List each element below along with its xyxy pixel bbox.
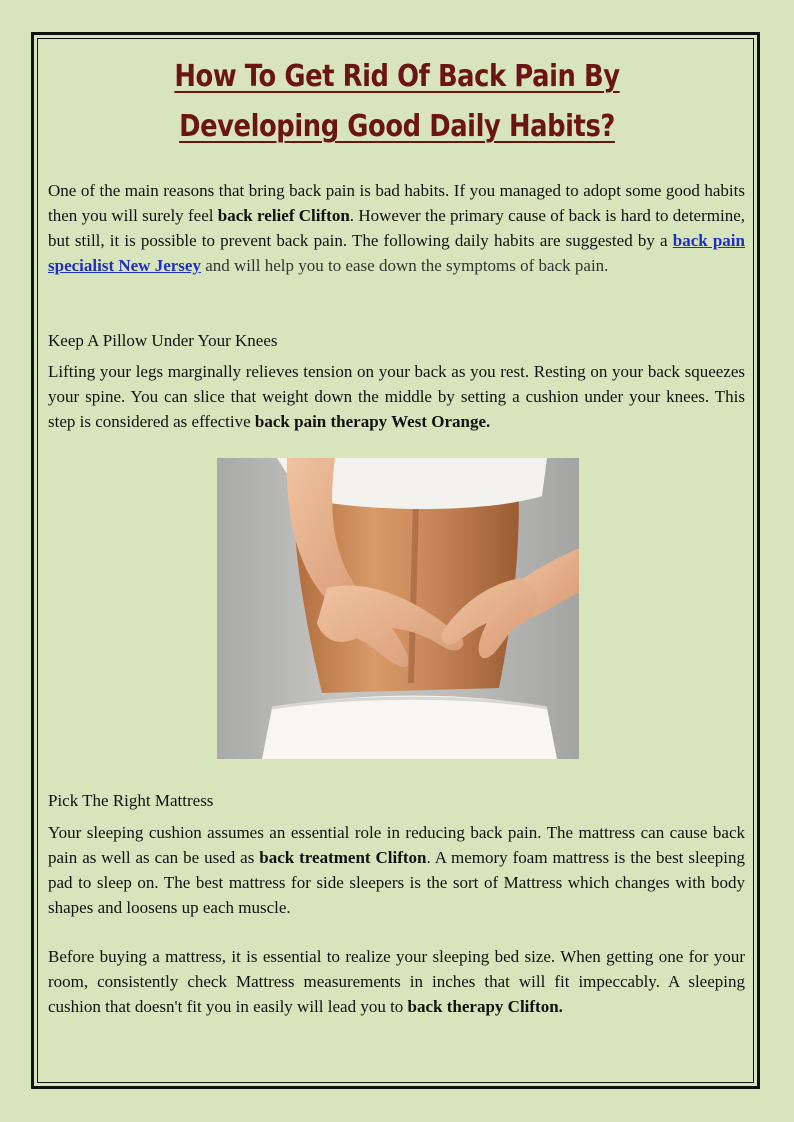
specialist-link[interactable]: back pain specialist New Jersey	[48, 231, 745, 275]
pillow-paragraph	[48, 359, 745, 434]
back-pain-illustration	[217, 458, 579, 759]
bed-size-text: Before buying a mattress, it is essential to realize your sleeping bed size. When getting one for your room, consistently check Mattress measurements in inches that will fit impeccably. A sleeping cushion that doesn't fit you in easily will lead you to	[48, 947, 745, 1016]
mattress-text-2: . A memory foam mattress is the best sleeping pad to sleep on. The best mattress for side sleepers is the sort of Mattress which changes with body shapes and loosens up each muscle.	[48, 848, 745, 917]
intro-keyword: back relief Clifton	[217, 206, 350, 225]
back-pain-photo	[217, 458, 579, 759]
mattress-text-1: Your sleeping cushion assumes an essential role in reducing back pain. The mattress can cause back pain as well as can be used as	[48, 823, 745, 867]
mattress-keyword: back treatment Clifton	[259, 848, 427, 867]
intro-paragraph	[48, 178, 745, 278]
section-heading-mattress: Pick The Right Mattress	[48, 791, 214, 810]
pillow-text: Lifting your legs marginally relieves tension on your back as you rest. Resting on your back squeezes your spine. You can slice that weight down the middle by setting a cushion under your knees. This step is considered as effective	[48, 362, 745, 431]
page-title	[99, 52, 696, 152]
page-title-text: How To Get Rid Of Back Pain By Developing Good Daily Habits?	[174, 59, 620, 144]
intro-text-2: . However the primary cause of back is hard to determine, but still, it is possible to prevent back pain. The following daily habits are suggested by a	[48, 206, 745, 250]
bed-size-paragraph	[48, 944, 745, 1019]
bed-size-keyword: back therapy Clifton.	[407, 997, 563, 1016]
intro-text-1: One of the main reasons that bring back pain is bad habits. If you managed to adopt some good habits then you will surely feel	[48, 181, 745, 225]
intro-text-3: and will help you to ease down the symptoms of back pain.	[200, 256, 609, 275]
section-heading-pillow: Keep A Pillow Under Your Knees	[48, 331, 278, 350]
mattress-paragraph	[48, 820, 745, 920]
pillow-keyword: back pain therapy West Orange.	[254, 412, 491, 431]
